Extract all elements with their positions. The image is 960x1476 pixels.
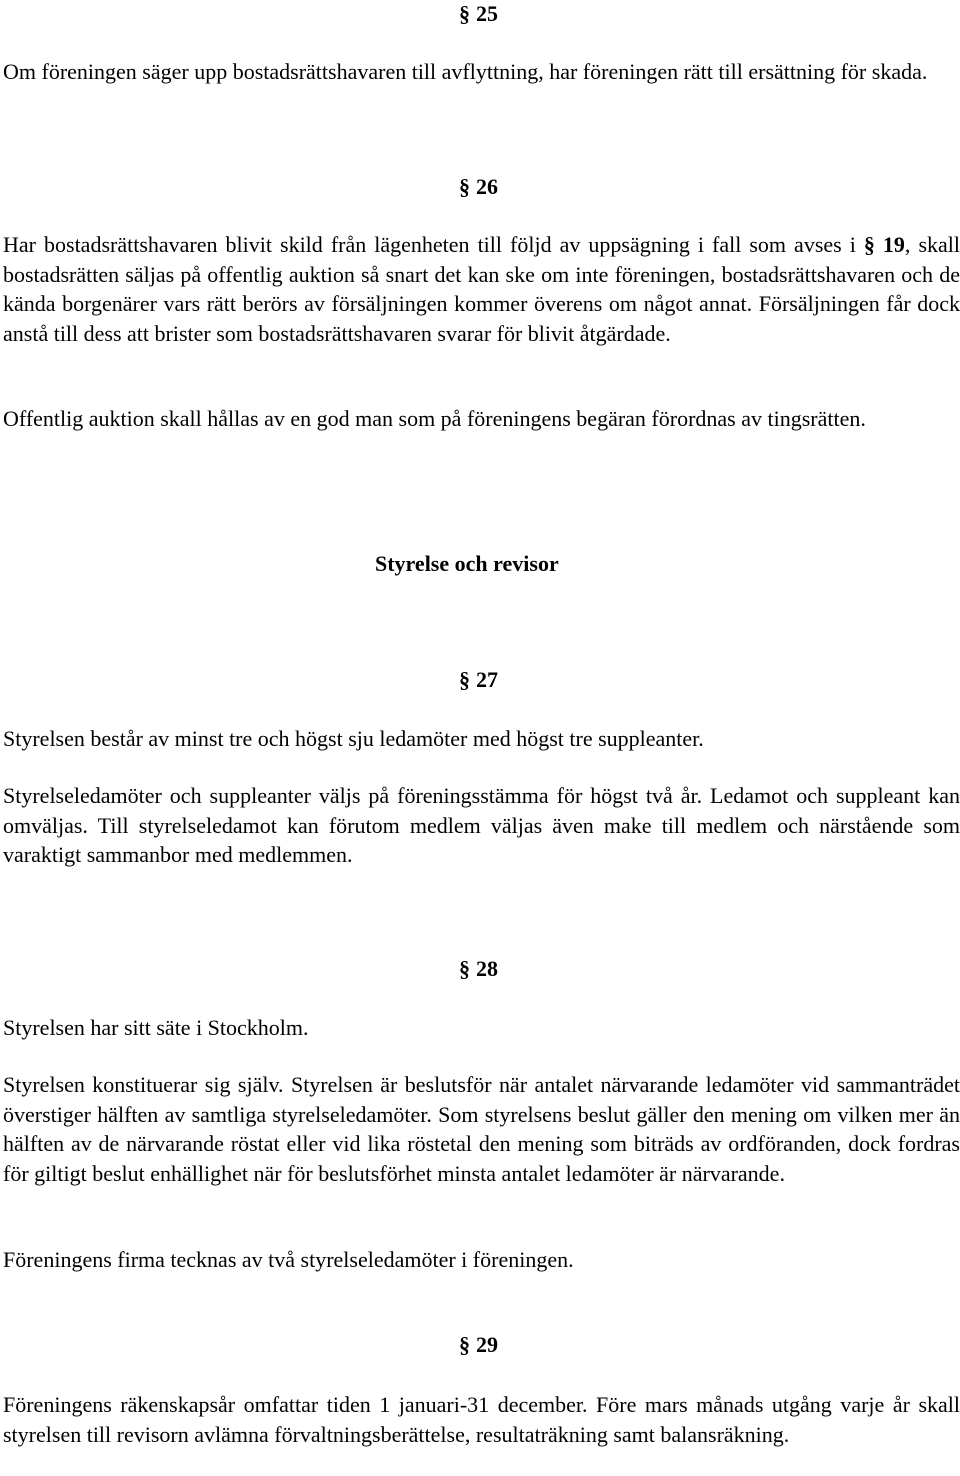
section-26-lead-text: Har bostadsrättshavaren blivit skild från lägenheten till följd av uppsägning i fall som avses i (3, 232, 856, 257)
section-26-paragraph-2: Offentlig auktion skall hållas av en god man som på föreningens begäran förordnas av tingsrätten. (3, 406, 866, 431)
section-symbol: § (459, 1, 470, 26)
section-28-paragraph-3: Föreningens firma tecknas av två styrelseledamöter i föreningen. (3, 1247, 574, 1272)
section-27-paragraph-2: Styrelseledamöter och suppleanter väljs på föreningsstämma för högst två år. Ledamot och suppleant kan omväljas. Till styrelseledamot kan förutom medlem väljas även make till medlem och närstående som varaktigt sammanbor med medlemmen. (3, 783, 960, 867)
section-28-paragraph-2: Styrelsen konstituerar sig själv. Styrelsen är beslutsför när antalet närvarande ledamöter vid sammanträdet överstiger hälften av samtliga styrelseledamöter. Som styrelsens beslut gäller den mening om vilken mer än hälften av de närvarande röstat eller vid lika röstetal den mening som biträds av ordföranden, dock fordras för giltigt beslut enhällighet när för beslutsförhet minsta antalet ledamöter är närvarande. (3, 1072, 960, 1186)
section-heading-27 (459, 668, 498, 692)
section-number: 27 (476, 667, 498, 692)
section-heading-26 (459, 175, 498, 199)
section-symbol: § (459, 1332, 470, 1357)
section-number: 25 (476, 1, 498, 26)
section-29-paragraph-1: Föreningens räkenskapsår omfattar tiden 1 januari-31 december. Före mars månads utgång varje år skall styrelsen till revisorn avlämna förvaltningsberättelse, resultaträkning samt balansräkning. (3, 1392, 960, 1447)
section-heading-29 (459, 1333, 498, 1357)
section-heading-25 (459, 2, 498, 26)
section-number: 29 (476, 1332, 498, 1357)
chapter-title: Styrelse och revisor (375, 551, 559, 576)
section-28-paragraph-1: Styrelsen har sitt säte i Stockholm. (3, 1015, 309, 1040)
section-reference (864, 232, 905, 257)
section-number: 26 (476, 174, 498, 199)
section-symbol: § (459, 667, 470, 692)
section-symbol: § (459, 174, 470, 199)
section-number: 28 (476, 956, 498, 981)
section-26-rest-text: , skall bostadsrätten säljas på offentlig auktion så snart det kan ske om inte föreningen, bostadsrättshavaren och de kända borgenärer vars rätt berörs av försäljningen kommer överens om något annat. Försäljningen får dock anstå till dess att brister som bostadsrättshavaren svarar för blivit åtgärdade. (3, 232, 960, 346)
section-symbol: § (863, 232, 875, 257)
section-symbol: § (459, 956, 470, 981)
section-reference-number: 19 (882, 232, 905, 257)
section-25-paragraph: Om föreningen säger upp bostadsrättshavaren till avflyttning, har föreningen rätt till ersättning för skada. (3, 59, 928, 84)
section-26-paragraph-1 (3, 230, 960, 348)
section-heading-28 (459, 957, 498, 981)
section-27-paragraph-1: Styrelsen består av minst tre och högst sju ledamöter med högst tre suppleanter. (3, 726, 704, 751)
